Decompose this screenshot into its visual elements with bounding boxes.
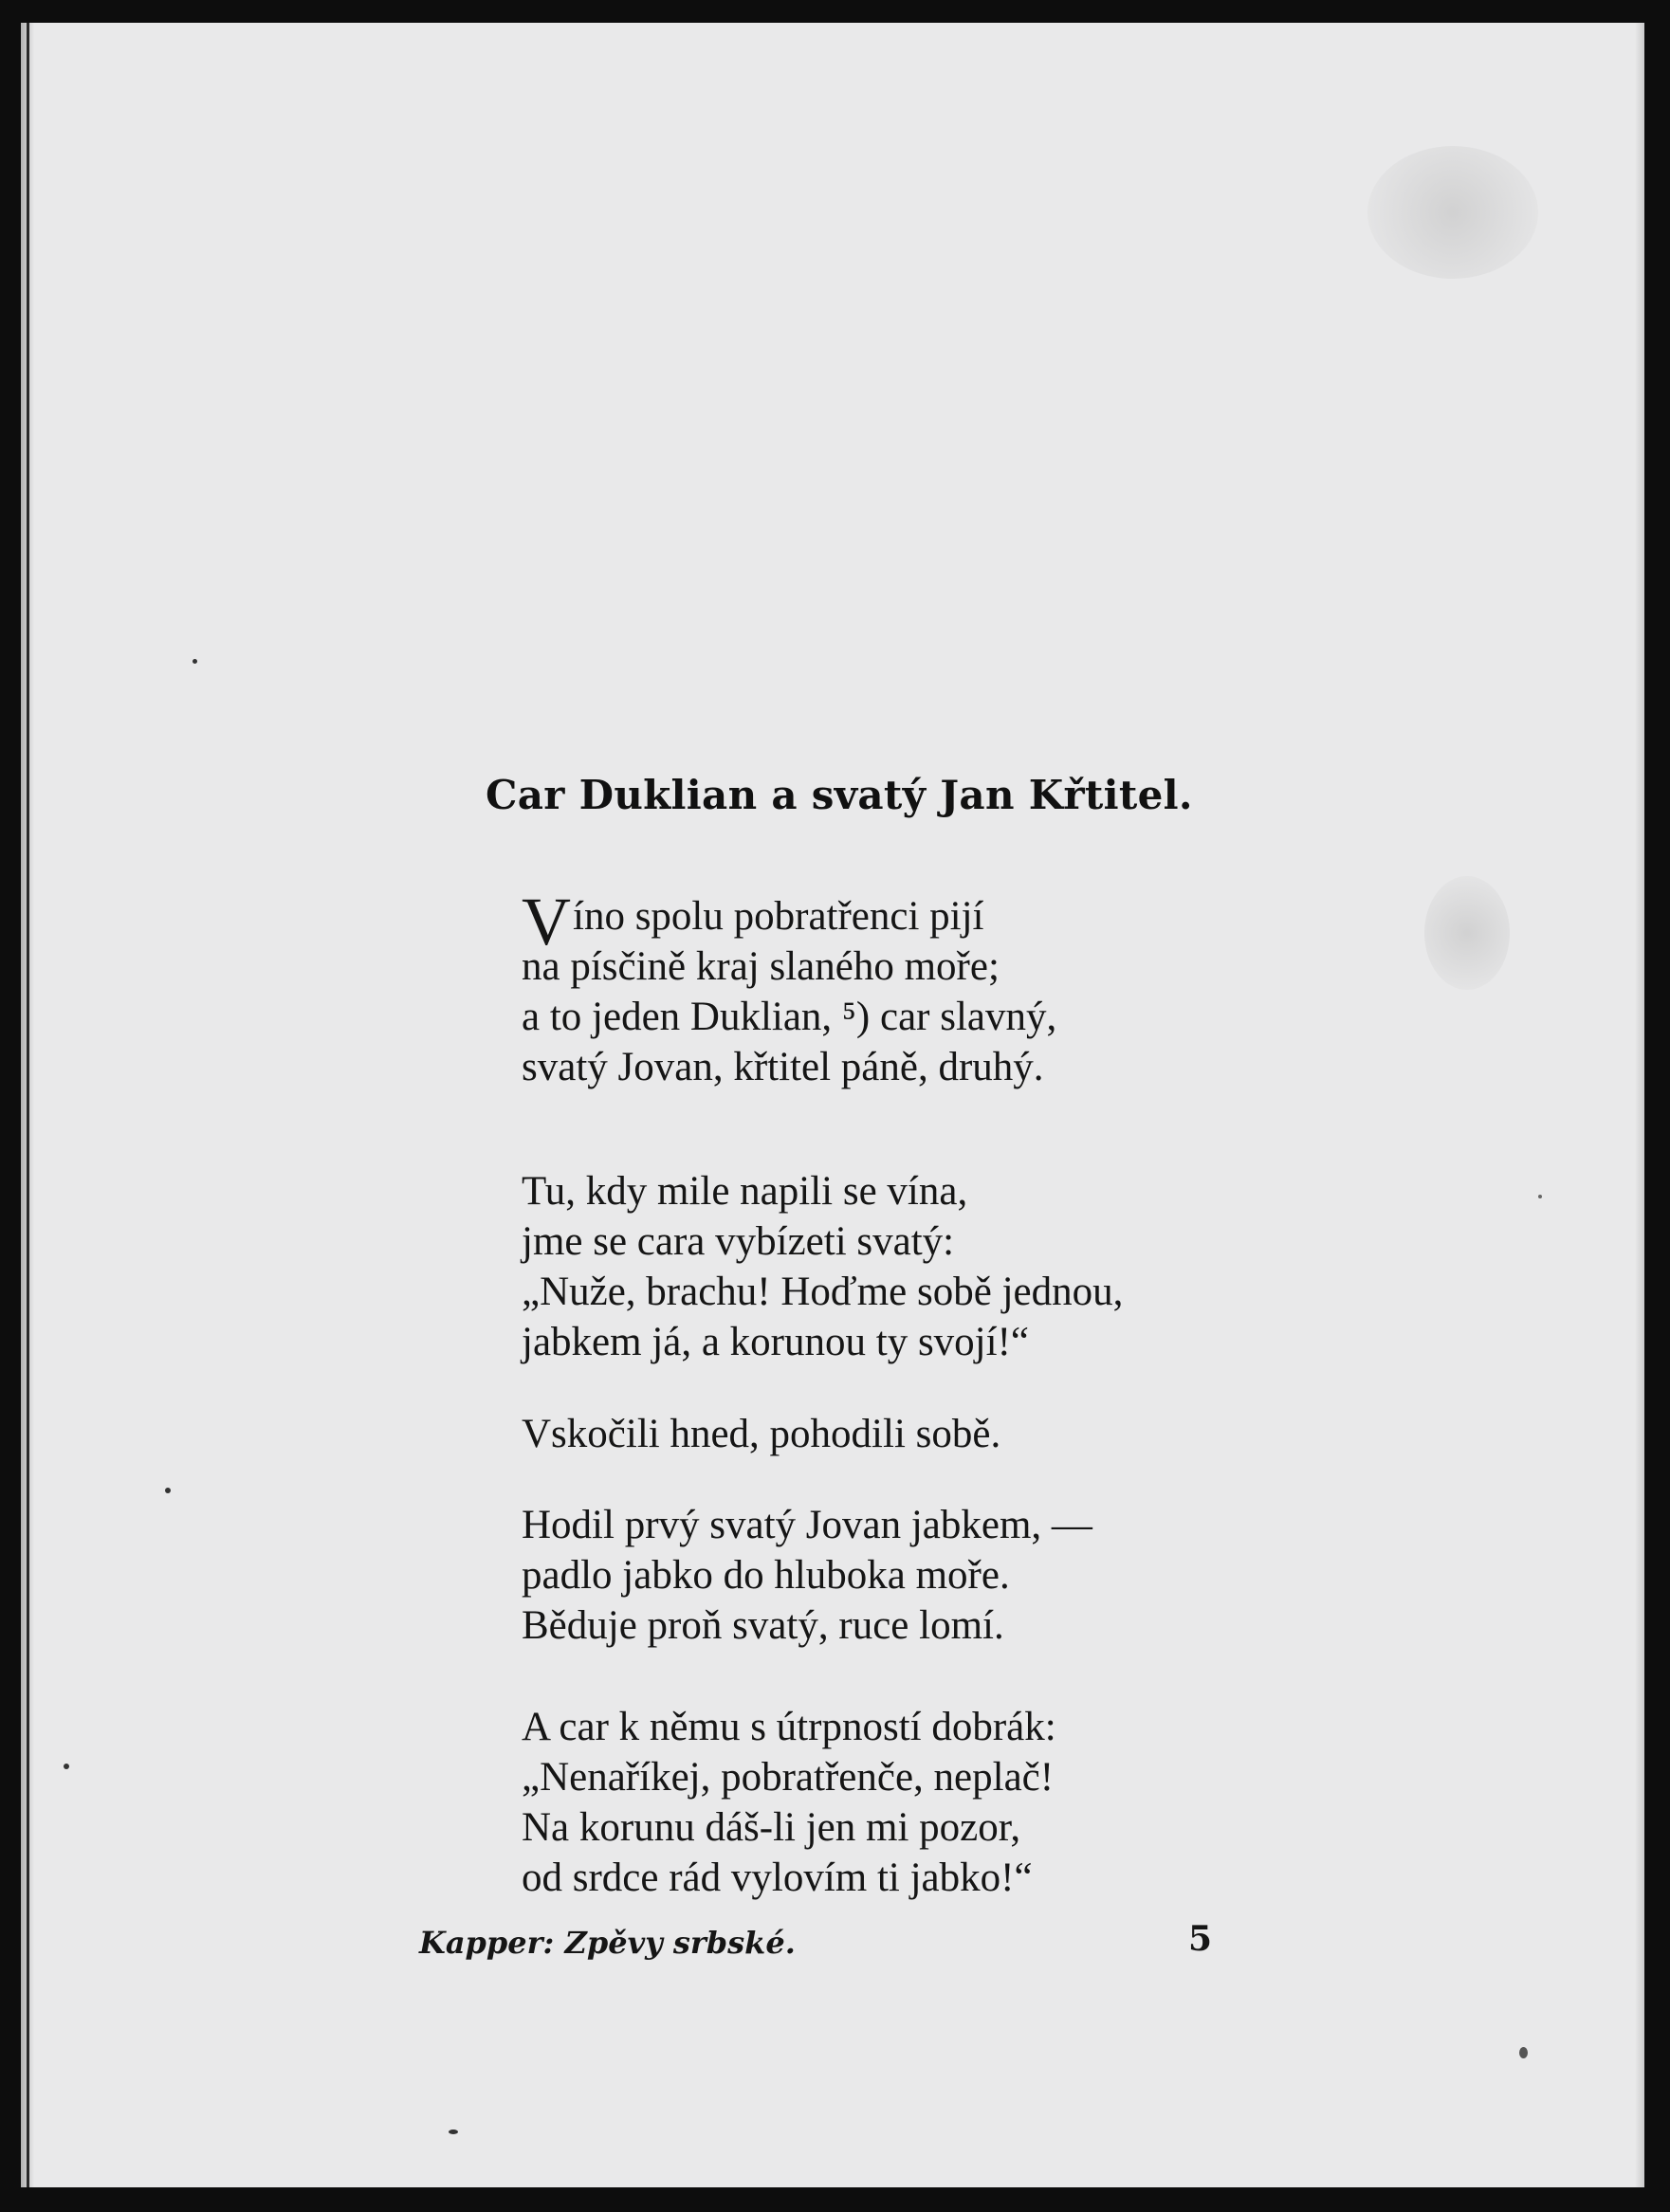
page-edge-shadow [1635, 23, 1644, 2187]
verse-line: padlo jabko do hluboka moře. [522, 1553, 1010, 1598]
binding-edge [27, 23, 29, 2187]
stanza [522, 1500, 1092, 1651]
paper-smudge [1424, 876, 1510, 990]
paper-speck [1538, 1195, 1542, 1198]
stanza [522, 884, 1057, 1092]
stanza [522, 1409, 1000, 1459]
verse-line: Tu, kdy mile napili se vína, [522, 1169, 968, 1214]
verse-line: a to jeden Duklian, ⁵) car slavný, [522, 995, 1057, 1039]
paper-smudge [1367, 146, 1538, 279]
stanza [522, 1166, 1123, 1367]
poem-title: Car Duklian a svatý Jan Křtitel. [486, 772, 1193, 818]
verse-line: Hodil prvý svatý Jovan jabkem, — [522, 1503, 1092, 1547]
stanza [522, 1702, 1056, 1903]
verse-line: od srdce rád vylovím ti jabko!“ [522, 1856, 1033, 1900]
signature-mark: Kapper: Zpěvy srbské. [419, 1925, 796, 1961]
verse-line: „Nuže, brachu! Hoďme sobě jednou, [522, 1270, 1124, 1314]
verse-line: na písčině kraj slaného moře; [522, 944, 1000, 989]
verse-line: A car k němu s útrpností dobrák: [522, 1705, 1056, 1749]
page-number: 5 [1188, 1919, 1213, 1959]
verse-line: jabkem já, a korunou ty svojí!“ [522, 1320, 1029, 1364]
paper-speck [64, 1764, 69, 1769]
verse-line: Víno spolu pobratřenci pijí [522, 884, 984, 960]
drop-cap: V [522, 884, 571, 960]
paper-speck [449, 2130, 458, 2134]
paper-speck [1519, 2047, 1528, 2058]
verse-line: Běduje proň svatý, ruce lomí. [522, 1603, 1004, 1648]
paper-speck [165, 1488, 171, 1493]
paper-speck [193, 659, 197, 664]
verse-line: Na korunu dáš-li jen mi pozor, [522, 1805, 1021, 1850]
verse-line: „Nenaříkej, pobratřenče, neplač! [522, 1755, 1055, 1800]
verse-line: Vskočili hned, pohodili sobě. [522, 1412, 1001, 1456]
book-page [21, 23, 1644, 2187]
verse-line: jme se cara vybízeti svatý: [522, 1219, 955, 1264]
verse-line: svatý Jovan, křtitel páně, druhý. [522, 1045, 1044, 1089]
